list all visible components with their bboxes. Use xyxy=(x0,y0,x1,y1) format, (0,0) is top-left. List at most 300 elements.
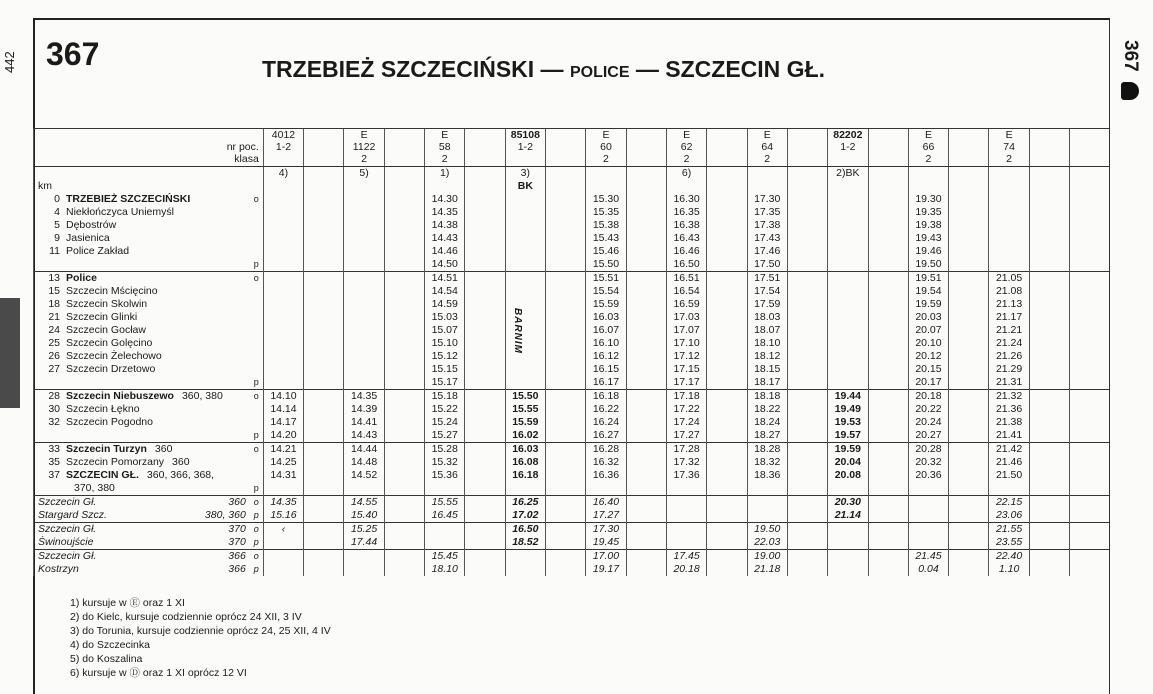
train-class: 1-2 xyxy=(840,141,856,153)
km-value: 26 xyxy=(48,350,60,362)
train-note xyxy=(384,167,424,181)
time-cell xyxy=(707,245,747,258)
time-cell: 19.00 xyxy=(747,550,787,564)
time-cell xyxy=(828,337,868,350)
km-value: 13 xyxy=(48,272,60,284)
train-note xyxy=(949,167,989,181)
time-cell xyxy=(989,193,1029,206)
time-cell xyxy=(465,509,505,523)
time-cell: 14.48 xyxy=(344,456,384,469)
time-cell xyxy=(465,536,505,550)
km-value: 25 xyxy=(48,337,60,349)
time-cell xyxy=(868,298,908,311)
time-cell xyxy=(263,258,303,272)
time-cell xyxy=(626,311,666,324)
time-cell xyxy=(546,193,586,206)
time-cell: 14.14 xyxy=(263,403,303,416)
time-cell xyxy=(828,482,868,496)
time-cell xyxy=(546,245,586,258)
time-cell: 20.10 xyxy=(908,337,948,350)
train-header xyxy=(1070,129,1110,167)
time-cell xyxy=(828,324,868,337)
time-cell: 14.25 xyxy=(263,456,303,469)
train-note: 5) xyxy=(344,167,384,181)
time-cell xyxy=(908,482,948,496)
time-cell xyxy=(787,376,827,390)
time-cell xyxy=(787,337,827,350)
station-cell xyxy=(34,206,264,219)
time-cell xyxy=(304,469,344,482)
time-cell: 18.32 xyxy=(747,456,787,469)
side-table-tag xyxy=(1117,40,1143,135)
station-name: Szczecin Skolwin xyxy=(66,298,148,310)
time-cell xyxy=(707,523,747,537)
time-cell xyxy=(1029,363,1069,376)
time-cell xyxy=(465,376,505,390)
time-cell: 17.18 xyxy=(666,390,706,404)
time-cell xyxy=(707,337,747,350)
time-cell xyxy=(304,482,344,496)
time-cell xyxy=(465,469,505,482)
time-cell xyxy=(828,298,868,311)
time-cell: 20.04 xyxy=(828,456,868,469)
time-cell xyxy=(828,219,868,232)
station-name: Szczecin Golęcino xyxy=(66,337,153,349)
arr-dep-marker: p xyxy=(253,564,259,574)
station-connections: 370, 380 xyxy=(74,482,115,494)
table-number: 367 xyxy=(46,36,100,72)
time-cell: 15.03 xyxy=(425,311,465,324)
time-cell: 14.54 xyxy=(425,285,465,298)
arr-dep-marker: o xyxy=(253,391,259,401)
time-cell xyxy=(546,429,586,443)
time-cell xyxy=(707,563,747,576)
route-title-sep1: — xyxy=(534,56,570,82)
train-header xyxy=(263,129,303,167)
time-cell xyxy=(787,363,827,376)
time-cell: 16.35 xyxy=(666,206,706,219)
time-cell: 17.22 xyxy=(666,403,706,416)
time-cell xyxy=(465,206,505,219)
time-cell xyxy=(707,482,747,496)
time-cell xyxy=(546,350,586,363)
time-cell xyxy=(787,193,827,206)
time-cell: 15.12 xyxy=(425,350,465,363)
time-cell: 15.30 xyxy=(586,193,626,206)
time-cell xyxy=(787,285,827,298)
train-category: E xyxy=(924,129,932,141)
train-header xyxy=(868,129,908,167)
time-cell: 20.30 xyxy=(828,496,868,510)
connection-cell xyxy=(34,563,264,576)
time-cell xyxy=(868,363,908,376)
time-cell xyxy=(304,324,344,337)
time-cell xyxy=(787,311,827,324)
time-cell xyxy=(344,245,384,258)
empty-cell xyxy=(989,180,1029,193)
time-cell: 15.50 xyxy=(586,258,626,272)
train-header xyxy=(908,129,948,167)
empty-cell xyxy=(304,180,344,193)
time-cell xyxy=(384,509,424,523)
time-cell xyxy=(304,550,344,564)
time-cell xyxy=(1070,258,1110,272)
footnote: 3) do Torunia, kursuje codziennie oprócz 24, 25 XII, 4 IV xyxy=(70,625,331,637)
time-cell xyxy=(868,416,908,429)
time-cell xyxy=(626,298,666,311)
time-cell xyxy=(1029,376,1069,390)
time-cell xyxy=(465,272,505,286)
time-cell xyxy=(1070,376,1110,390)
time-cell xyxy=(868,219,908,232)
connection-cell xyxy=(34,496,264,510)
arr-dep-marker: o xyxy=(253,273,259,283)
time-cell xyxy=(626,536,666,550)
time-cell: 21.46 xyxy=(989,456,1029,469)
time-cell xyxy=(304,285,344,298)
time-cell xyxy=(1070,324,1110,337)
time-cell xyxy=(546,219,586,232)
time-cell: 18.07 xyxy=(747,324,787,337)
time-cell xyxy=(546,563,586,576)
time-cell xyxy=(1070,509,1110,523)
time-cell: 17.12 xyxy=(666,350,706,363)
time-cell xyxy=(304,416,344,429)
empty-cell xyxy=(344,180,384,193)
time-cell xyxy=(546,324,586,337)
time-cell xyxy=(465,482,505,496)
empty-cell xyxy=(1029,180,1069,193)
time-cell: 18.28 xyxy=(747,443,787,457)
time-cell xyxy=(949,350,989,363)
time-cell: 17.30 xyxy=(586,523,626,537)
time-cell: 15.38 xyxy=(586,219,626,232)
empty-cell xyxy=(949,180,989,193)
time-cell xyxy=(1070,469,1110,482)
time-cell: 16.40 xyxy=(586,496,626,510)
time-cell xyxy=(304,376,344,390)
time-cell xyxy=(1029,496,1069,510)
time-cell: 15.55 xyxy=(505,403,545,416)
time-cell xyxy=(707,469,747,482)
time-cell: 21.13 xyxy=(989,298,1029,311)
km-value: 5 xyxy=(54,219,60,231)
time-cell xyxy=(626,363,666,376)
time-cell xyxy=(626,350,666,363)
time-cell xyxy=(344,258,384,272)
train-note xyxy=(707,167,747,181)
station-name: Szczecin Mścięcino xyxy=(66,285,158,297)
time-cell xyxy=(505,285,545,298)
time-cell: 17.00 xyxy=(586,550,626,564)
station-name: Szczecin Pomorzany xyxy=(66,456,165,468)
time-cell: 15.36 xyxy=(425,469,465,482)
time-cell: 21.45 xyxy=(908,550,948,564)
km-value: 33 xyxy=(48,443,60,455)
time-cell xyxy=(868,469,908,482)
time-cell xyxy=(707,376,747,390)
time-cell: 15.16 xyxy=(263,509,303,523)
arr-dep-marker: o xyxy=(253,444,259,454)
time-cell: 23.55 xyxy=(989,536,1029,550)
time-cell xyxy=(546,403,586,416)
time-cell: 20.08 xyxy=(828,469,868,482)
footnote: 5) do Koszalina xyxy=(70,653,143,665)
time-cell xyxy=(989,232,1029,245)
route-title xyxy=(262,56,825,83)
time-cell xyxy=(1070,232,1110,245)
time-cell: 18.36 xyxy=(747,469,787,482)
time-cell: 21.38 xyxy=(989,416,1029,429)
time-cell: 17.59 xyxy=(747,298,787,311)
route-title-start: TRZEBIEŻ SZCZECIŃSKI xyxy=(262,56,535,82)
time-cell xyxy=(626,509,666,523)
time-cell xyxy=(949,298,989,311)
time-cell xyxy=(747,496,787,510)
connection-ref: 380, 360 xyxy=(204,509,246,521)
time-cell xyxy=(384,324,424,337)
time-cell xyxy=(828,193,868,206)
time-cell: 0.04 xyxy=(908,563,948,576)
time-cell xyxy=(465,390,505,404)
time-cell xyxy=(546,337,586,350)
time-cell xyxy=(949,219,989,232)
time-cell xyxy=(304,509,344,523)
time-cell xyxy=(787,456,827,469)
time-cell xyxy=(1029,258,1069,272)
time-cell xyxy=(949,429,989,443)
time-cell xyxy=(1070,416,1110,429)
time-cell xyxy=(344,311,384,324)
time-cell xyxy=(868,563,908,576)
station-name: Szczecin Gocław xyxy=(66,324,146,336)
connection-ref: 366 xyxy=(228,563,246,575)
time-cell xyxy=(546,482,586,496)
time-cell xyxy=(1029,219,1069,232)
connection-ref: 366 xyxy=(228,550,246,562)
time-cell xyxy=(1029,193,1069,206)
time-cell: 20.07 xyxy=(908,324,948,337)
time-cell xyxy=(989,206,1029,219)
time-cell: 16.54 xyxy=(666,285,706,298)
connection-name: Kostrzyn xyxy=(38,563,79,575)
time-cell xyxy=(465,232,505,245)
time-cell xyxy=(787,272,827,286)
time-cell: 17.24 xyxy=(666,416,706,429)
time-cell xyxy=(828,563,868,576)
time-cell xyxy=(707,350,747,363)
time-cell xyxy=(1029,550,1069,564)
train-number: 4012 xyxy=(271,129,296,141)
train-header xyxy=(465,129,505,167)
time-cell xyxy=(384,193,424,206)
time-cell: 17.43 xyxy=(747,232,787,245)
time-cell: 21.21 xyxy=(989,324,1029,337)
time-cell xyxy=(304,363,344,376)
time-cell: 14.43 xyxy=(425,232,465,245)
time-cell: 20.22 xyxy=(908,403,948,416)
time-cell xyxy=(384,390,424,404)
station-cell xyxy=(34,482,264,496)
footnote: 6) kursuje w Ⓓ oraz 1 XI oprócz 12 VI xyxy=(70,667,247,679)
time-cell xyxy=(626,403,666,416)
train-note xyxy=(586,167,626,181)
time-cell xyxy=(384,523,424,537)
time-cell: 18.15 xyxy=(747,363,787,376)
time-cell xyxy=(787,350,827,363)
time-cell: 18.22 xyxy=(747,403,787,416)
time-cell xyxy=(868,496,908,510)
train-number: 58 xyxy=(438,141,451,153)
time-cell: 18.10 xyxy=(425,563,465,576)
time-cell xyxy=(787,258,827,272)
train-header xyxy=(425,129,465,167)
time-cell xyxy=(1070,482,1110,496)
station-connections: 360, 380 xyxy=(181,390,223,402)
time-cell xyxy=(344,206,384,219)
time-cell: 17.46 xyxy=(747,245,787,258)
connection-name: Świnoujście xyxy=(38,536,94,548)
time-cell xyxy=(949,193,989,206)
time-cell xyxy=(1070,245,1110,258)
time-cell xyxy=(949,550,989,564)
time-cell xyxy=(505,272,545,286)
train-note xyxy=(465,167,505,181)
time-cell xyxy=(263,376,303,390)
station-name: Szczecin Żelechowo xyxy=(66,350,162,362)
time-cell xyxy=(626,219,666,232)
time-cell xyxy=(626,482,666,496)
time-cell: 21.08 xyxy=(989,285,1029,298)
time-cell: 14.35 xyxy=(263,496,303,510)
time-cell xyxy=(384,298,424,311)
time-cell: 16.24 xyxy=(586,416,626,429)
time-cell: 14.43 xyxy=(344,429,384,443)
time-cell: 16.18 xyxy=(505,469,545,482)
time-cell: 15.25 xyxy=(344,523,384,537)
time-cell: 15.51 xyxy=(586,272,626,286)
time-cell xyxy=(344,550,384,564)
time-cell xyxy=(1070,285,1110,298)
time-cell xyxy=(384,416,424,429)
time-cell xyxy=(707,550,747,564)
train-class: 2 xyxy=(361,153,368,165)
empty-cell xyxy=(425,180,465,193)
train-number-label: nr poc. xyxy=(226,141,259,153)
time-cell xyxy=(384,482,424,496)
time-cell xyxy=(908,523,948,537)
train-header xyxy=(747,129,787,167)
station-name: Police xyxy=(66,272,97,284)
time-cell: 16.50 xyxy=(666,258,706,272)
time-cell xyxy=(1029,536,1069,550)
station-cell xyxy=(34,429,264,443)
time-cell: 20.28 xyxy=(908,443,948,457)
time-cell: 16.27 xyxy=(586,429,626,443)
time-cell xyxy=(465,443,505,457)
time-cell: 15.54 xyxy=(586,285,626,298)
time-cell xyxy=(344,272,384,286)
bk-label: BK xyxy=(505,180,545,193)
time-cell xyxy=(787,206,827,219)
time-cell: 16.03 xyxy=(586,311,626,324)
km-value: 15 xyxy=(48,285,60,297)
time-cell: 20.27 xyxy=(908,429,948,443)
time-cell xyxy=(707,311,747,324)
time-cell xyxy=(1029,232,1069,245)
time-cell xyxy=(868,193,908,206)
footnote: 4) do Szczecinka xyxy=(70,639,150,651)
time-cell xyxy=(949,376,989,390)
time-cell: 16.02 xyxy=(505,429,545,443)
time-cell xyxy=(1029,403,1069,416)
time-cell xyxy=(626,456,666,469)
time-cell: 16.46 xyxy=(666,245,706,258)
time-cell xyxy=(666,482,706,496)
time-cell xyxy=(505,206,545,219)
time-cell xyxy=(344,324,384,337)
time-cell: 16.28 xyxy=(586,443,626,457)
time-cell xyxy=(384,363,424,376)
empty-cell xyxy=(787,180,827,193)
train-header xyxy=(586,129,626,167)
time-cell xyxy=(344,363,384,376)
km-value: 21 xyxy=(48,311,60,323)
time-cell xyxy=(465,403,505,416)
time-cell: 14.35 xyxy=(425,206,465,219)
time-cell xyxy=(465,337,505,350)
train-note xyxy=(868,167,908,181)
station-cell xyxy=(34,376,264,390)
km-value: 37 xyxy=(48,469,60,481)
time-cell: 16.07 xyxy=(586,324,626,337)
time-cell xyxy=(546,298,586,311)
time-cell: 19.57 xyxy=(828,429,868,443)
time-cell: 20.18 xyxy=(666,563,706,576)
time-cell xyxy=(384,311,424,324)
time-cell xyxy=(707,496,747,510)
station-name: Szczecin Turzyn xyxy=(66,443,147,455)
time-cell xyxy=(546,469,586,482)
time-cell xyxy=(1029,285,1069,298)
time-cell xyxy=(1070,390,1110,404)
time-cell xyxy=(304,496,344,510)
time-cell xyxy=(1029,337,1069,350)
time-cell xyxy=(949,245,989,258)
station-cell xyxy=(34,403,264,416)
time-cell xyxy=(707,219,747,232)
time-cell xyxy=(1070,219,1110,232)
time-cell xyxy=(505,363,545,376)
time-cell xyxy=(787,509,827,523)
train-note: 1) xyxy=(425,167,465,181)
km-value: 28 xyxy=(48,390,60,402)
time-cell xyxy=(384,536,424,550)
connection-name: Stargard Szcz. xyxy=(38,509,107,521)
time-cell xyxy=(505,258,545,272)
station-name: Niekłończyca Uniemyśl xyxy=(66,206,174,218)
train-header xyxy=(828,129,868,167)
time-cell xyxy=(384,272,424,286)
time-cell xyxy=(626,550,666,564)
time-cell xyxy=(465,324,505,337)
time-cell xyxy=(949,496,989,510)
time-cell xyxy=(304,337,344,350)
time-cell xyxy=(949,337,989,350)
time-cell xyxy=(868,350,908,363)
time-cell xyxy=(384,285,424,298)
time-cell xyxy=(505,245,545,258)
